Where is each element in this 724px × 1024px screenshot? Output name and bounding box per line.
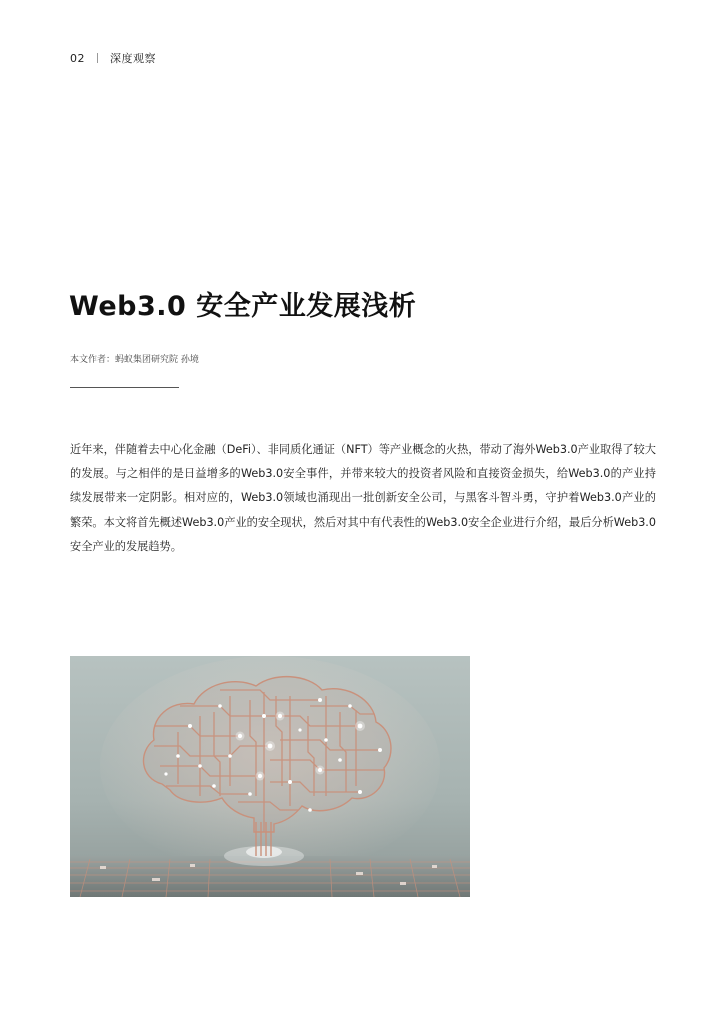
page-number: 02 [70,51,85,65]
author-divider [70,387,179,388]
header-divider [97,53,98,63]
article-title: Web3.0 安全产业发展浅析 [69,291,417,322]
article-author: 本文作者：蚂蚁集团研究院 孙境 [70,355,199,365]
section-name: 深度观察 [110,52,156,65]
page-header [70,50,156,66]
article-abstract: 近年来，伴随着去中心化金融（DeFi）、非同质化通证（NFT）等产业概念的火热，带动了海外Web3.0产业取得了较大的发展。与之相伴的是日益增多的Web3.0安全事件，并带来较大的投资者风险和直接资金损失，给Web3.0的产业持续发展带来一定阴影。相对应的，Web3.0领域也涌现出一批创新安全公司，与黑客斗智斗勇，守护着Web3.0产业的繁荣。本文将首先概述Web3.0产业的安全现状，然后对其中有代表性的Web3.0安全企业进行介绍，最后分析Web3.0安全产业的发展趋势。 [70,443,656,553]
circuit-brain-image [70,656,470,897]
